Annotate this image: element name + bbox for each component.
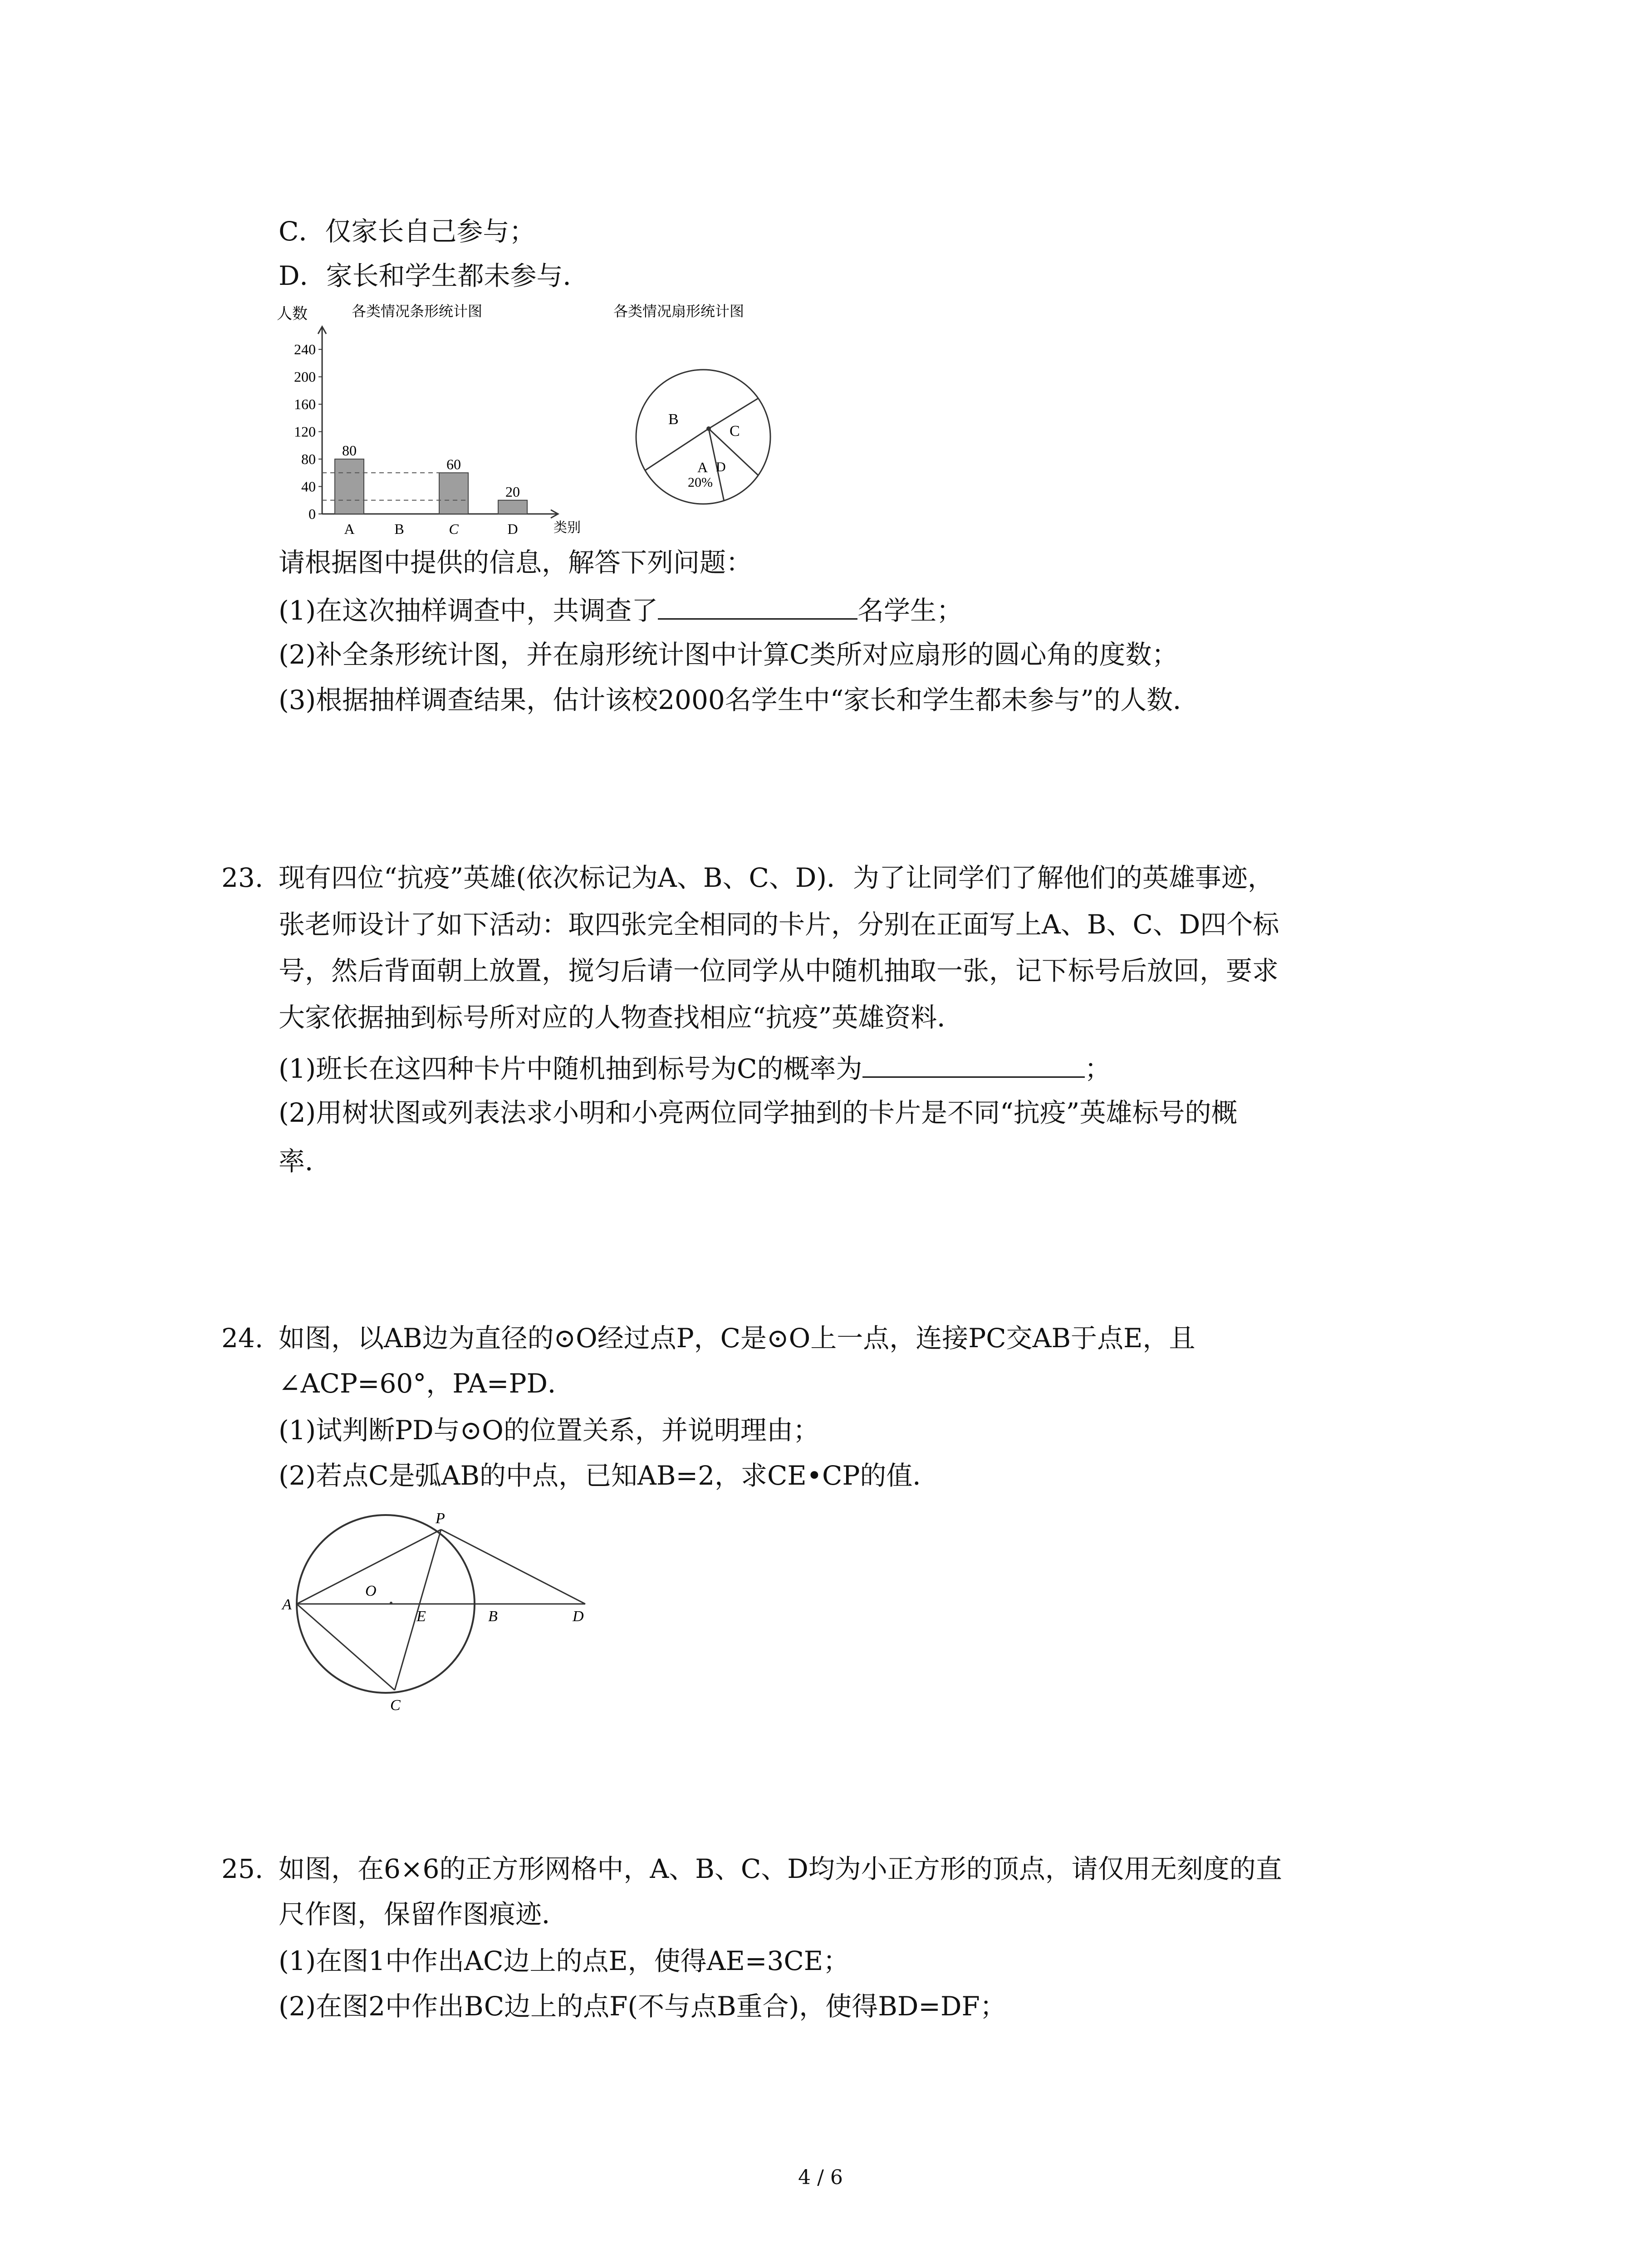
pie-chart — [603, 297, 812, 515]
q24-line1: 如图，以AB边为直径的⊙O经过点P，C是⊙O上一点，连接PC交AB于点E，且 — [279, 1323, 1195, 1354]
bar — [335, 459, 364, 514]
y-tick-label: 240 — [294, 341, 316, 358]
circle-geometry-figure — [272, 1501, 617, 1728]
pie-label-d: D — [716, 459, 726, 474]
label-b: B — [488, 1608, 498, 1625]
option-d: D．家长和学生都未参与． — [279, 260, 589, 291]
label-a: A — [282, 1596, 292, 1613]
pie-center-dot — [706, 426, 711, 431]
x-tick-label: D — [507, 521, 518, 537]
q25-number: 25. — [221, 1853, 264, 1884]
q25-line2: 尺作图，保留作图痕迹． — [279, 1899, 568, 1930]
q24-part1: (1)试判断PD与⊙O的位置关系，并说明理由； — [279, 1415, 819, 1446]
q22-part1-text: (1)在这次抽样调查中，共调查了 — [279, 595, 658, 626]
x-tick-label: A — [344, 521, 355, 537]
q23-line1: 现有四位“抗疫”英雄(依次标记为A、B、C、D)．为了让同学们了解他们的英雄事迹， — [279, 862, 1274, 893]
q23-part1 — [279, 1049, 1111, 1087]
bar-data-label: 20 — [505, 483, 520, 500]
q23-line3: 号，然后背面朝上放置，搅匀后请一位同学从中随机抽取一张，记下标号后放回，要求 — [279, 955, 1279, 986]
bar-chart-xlabel: 类别 — [554, 520, 581, 536]
bar-chart-ylabel: 人数 — [277, 305, 308, 323]
bar-chart-title: 各类情况条形统计图 — [352, 303, 483, 320]
q24-number: 24. — [221, 1323, 264, 1354]
y-tick-label: 80 — [301, 451, 316, 468]
label-o: O — [365, 1583, 377, 1599]
q24-line2: ∠ACP=60°，PA=PD． — [279, 1368, 574, 1399]
q22-part1 — [279, 591, 963, 629]
answer-blank[interactable] — [658, 591, 857, 620]
q25-part2: (2)在图2中作出BC边上的点F(不与点B重合)，使得BD=DF； — [279, 1991, 1006, 2022]
y-tick-label: 120 — [294, 423, 316, 440]
y-tick-label: 160 — [294, 396, 316, 413]
q23-number: 23. — [221, 862, 264, 893]
bar — [498, 500, 527, 514]
pie-annotation-a: 20% — [688, 475, 713, 490]
option-c: C．仅家长自己参与； — [279, 216, 536, 247]
pie-label-a: A — [697, 459, 708, 475]
q25-line1: 如图，在6×6的正方形网格中，A、B、C、D均为小正方形的顶点，请仅用无刻度的直 — [279, 1853, 1282, 1884]
label-e: E — [416, 1608, 426, 1625]
x-tick-label: B — [394, 521, 404, 537]
answer-blank[interactable] — [862, 1049, 1085, 1078]
q22-part1-tail: 名学生； — [857, 595, 963, 626]
bar-chart — [268, 297, 594, 549]
q22-prompt: 请根据图中提供的信息，解答下列问题： — [279, 547, 753, 578]
q23-line2: 张老师设计了如下活动：取四张完全相同的卡片，分别在正面写上A、B、C、D四个标 — [279, 909, 1279, 940]
pie-label-b: B — [668, 411, 679, 428]
pie-chart-title: 各类情况扇形统计图 — [613, 303, 745, 320]
q23-part2: (2)用树状图或列表法求小明和小亮两位同学抽到的卡片是不同“抗疫”英雄标号的概 — [279, 1097, 1238, 1128]
bar-data-label: 60 — [446, 456, 461, 473]
center-dot — [390, 1602, 392, 1604]
y-tick-label: 200 — [294, 368, 316, 385]
page-number: 4 / 6 — [798, 2166, 843, 2189]
q24-part2: (2)若点C是弧AB的中点，已知AB=2，求CE•CP的值． — [279, 1460, 939, 1491]
bar — [439, 473, 468, 514]
q22-part3: (3)根据抽样调查结果，估计该校2000名学生中“家长和学生都未参与”的人数． — [279, 684, 1200, 715]
label-p: P — [436, 1510, 445, 1527]
q23-part2-cont: 率． — [279, 1146, 332, 1177]
segment-ac — [297, 1604, 395, 1690]
x-tick-label: C — [449, 521, 459, 537]
q25-part1: (1)在图1中作出AC边上的点E，使得AE=3CE； — [279, 1945, 850, 1976]
y-tick-label: 40 — [301, 478, 316, 495]
q23-part1-text: (1)班长在这四种卡片中随机抽到标号为C的概率为 — [279, 1053, 862, 1084]
q23-part1-tail: ； — [1084, 1053, 1111, 1084]
y-tick-label: 0 — [309, 506, 316, 522]
q23-line4: 大家依据抽到标号所对应的人物查找相应“抗疫”英雄资料． — [279, 1002, 964, 1033]
label-d: D — [573, 1608, 584, 1625]
label-c: C — [390, 1697, 401, 1714]
q22-part2: (2)补全条形统计图，并在扇形统计图中计算C类所对应扇形的圆心角的度数； — [279, 639, 1178, 670]
pie-label-c: C — [730, 423, 740, 440]
segment-pd — [441, 1530, 585, 1604]
bar-data-label: 80 — [342, 442, 357, 459]
